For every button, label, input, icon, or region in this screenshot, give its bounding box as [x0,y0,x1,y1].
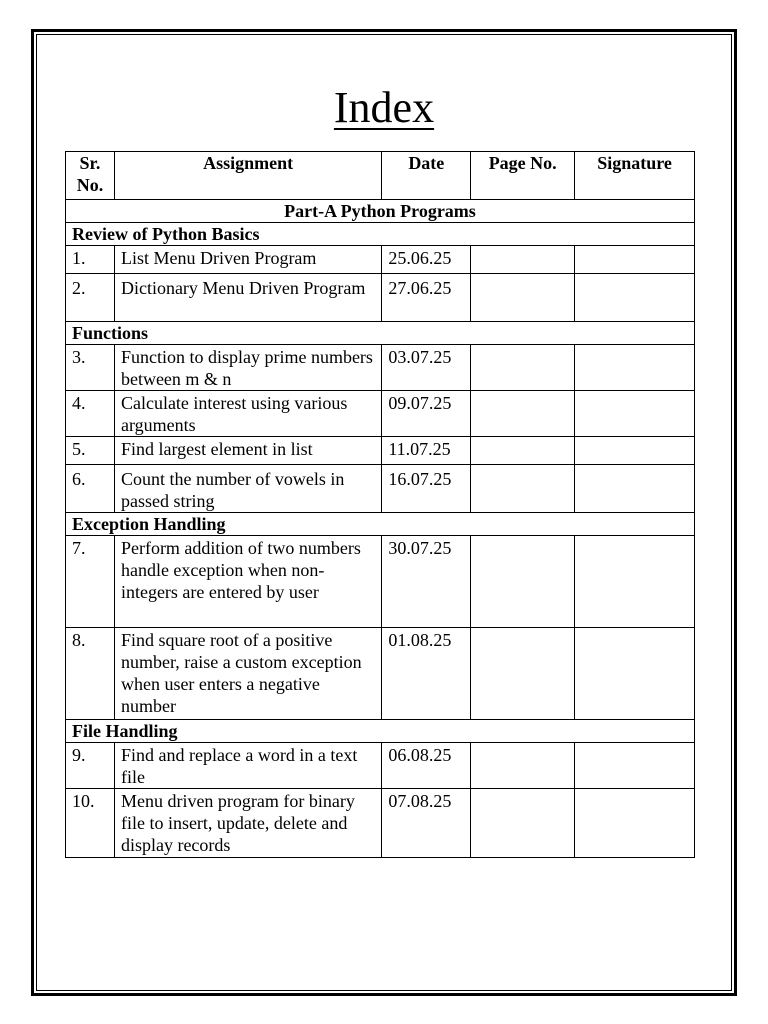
cell-signature [575,628,695,720]
cell-date: 03.07.25 [382,345,471,391]
table-row [66,465,695,513]
section-heading-row [66,720,695,743]
table-row [66,246,695,274]
cell-signature [575,789,695,858]
cell-assignment: Dictionary Menu Driven Program [114,274,381,322]
cell-sr-no: 10. [66,789,115,858]
part-heading-row [66,200,695,223]
table-row [66,437,695,465]
cell-assignment: Menu driven program for binary file to insert, update, delete and display records [114,789,381,858]
part-heading: Part-A Python Programs [66,200,695,223]
cell-page-no [471,628,575,720]
cell-date: 11.07.25 [382,437,471,465]
cell-signature [575,536,695,628]
cell-sr-no: 9. [66,743,115,789]
cell-assignment: Perform addition of two numbers handle exception when non-integers are entered by user [114,536,381,628]
cell-signature [575,391,695,437]
header-date: Date [382,152,471,200]
header-sr-no: Sr. No. [66,152,115,200]
cell-signature [575,465,695,513]
cell-page-no [471,274,575,322]
section-heading: Review of Python Basics [66,223,695,246]
cell-page-no [471,437,575,465]
cell-date: 27.06.25 [382,274,471,322]
cell-sr-no: 8. [66,628,115,720]
table-row [66,536,695,628]
cell-date: 25.06.25 [382,246,471,274]
cell-page-no [471,391,575,437]
section-heading: Exception Handling [66,513,695,536]
section-heading: File Handling [66,720,695,743]
table-row [66,345,695,391]
cell-assignment: Find square root of a positive number, raise a custom exception when user enters a negative number [114,628,381,720]
cell-date: 06.08.25 [382,743,471,789]
cell-sr-no: 2. [66,274,115,322]
cell-assignment: Function to display prime numbers between m & n [114,345,381,391]
cell-sr-no: 5. [66,437,115,465]
section-heading-row [66,322,695,345]
cell-sr-no: 1. [66,246,115,274]
cell-date: 01.08.25 [382,628,471,720]
header-assignment: Assignment [114,152,381,200]
table-row [66,391,695,437]
cell-page-no [471,345,575,391]
table-row [66,628,695,720]
cell-assignment: Calculate interest using various arguments [114,391,381,437]
table-row [66,743,695,789]
cell-sr-no: 4. [66,391,115,437]
table-row [66,274,695,322]
table-row [66,789,695,858]
page-title: Index [333,83,435,132]
cell-date: 09.07.25 [382,391,471,437]
cell-page-no [471,743,575,789]
cell-signature [575,246,695,274]
cell-date: 16.07.25 [382,465,471,513]
cell-page-no [471,465,575,513]
cell-sr-no: 7. [66,536,115,628]
cell-date: 07.08.25 [382,789,471,858]
cell-assignment: Count the number of vowels in passed string [114,465,381,513]
table-header-row [66,152,695,200]
header-signature: Signature [575,152,695,200]
cell-signature [575,743,695,789]
section-heading-row [66,513,695,536]
section-heading: Functions [66,322,695,345]
cell-assignment: Find largest element in list [114,437,381,465]
cell-page-no [471,536,575,628]
cell-signature [575,274,695,322]
index-table [65,151,695,858]
section-heading-row [66,223,695,246]
cell-assignment: Find and replace a word in a text file [114,743,381,789]
cell-sr-no: 3. [66,345,115,391]
cell-signature [575,437,695,465]
header-page-no: Page No. [471,152,575,200]
cell-page-no [471,246,575,274]
cell-page-no [471,789,575,858]
cell-sr-no: 6. [66,465,115,513]
cell-signature [575,345,695,391]
cell-date: 30.07.25 [382,536,471,628]
cell-assignment: List Menu Driven Program [114,246,381,274]
